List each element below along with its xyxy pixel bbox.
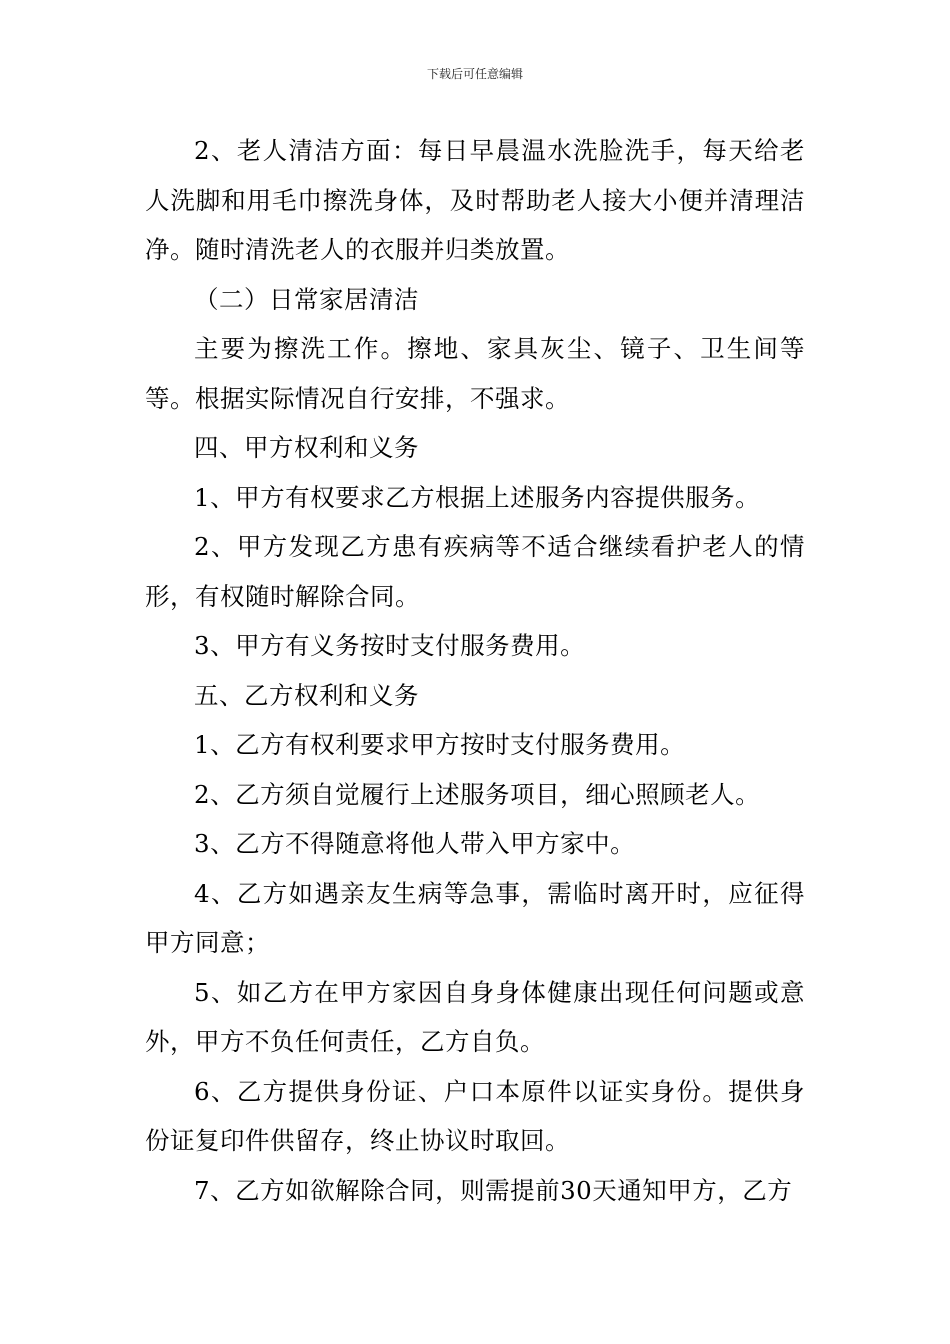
document-body — [145, 126, 805, 1215]
section-heading-party-a-rights: 四、甲方权利和义务 — [194, 433, 419, 462]
section-heading-home-cleaning: （二）日常家居清洁 — [194, 284, 419, 314]
paragraph-party-b-2: 2、乙方须自觉履行上述服务项目，细心照顾老人。 — [194, 779, 761, 809]
section-heading-party-b-rights: 五、乙方权利和义务 — [194, 680, 419, 710]
paragraph-home-cleaning: 主要为擦洗工作。擦地、家具灰尘、镜子、卫生间等等。根据实际情况自行安排，不强求。 — [145, 334, 805, 413]
paragraph-party-b-4: 4、乙方如遇亲友生病等急事，需临时离开时，应征得甲方同意； — [145, 878, 805, 957]
paragraph-party-a-1: 1、甲方有权要求乙方根据上述服务内容提供服务。 — [194, 482, 761, 512]
paragraph-party-b-3: 3、乙方不得随意将他人带入甲方家中。 — [194, 829, 636, 858]
paragraph-party-a-2: 2、甲方发现乙方患有疾病等不适合继续看护老人的情形，有权随时解除合同。 — [145, 532, 805, 611]
page-header: 下载后可任意编辑 — [426, 67, 523, 81]
paragraph-party-a-3: 3、甲方有义务按时支付服务费用。 — [194, 631, 586, 660]
paragraph-cleaning-elderly: 2、老人清洁方面：每日早晨温水洗脸洗手，每天给老人洗脚和用毛巾擦洗身体，及时帮助老人接大小便并清理洁净。随时清洗老人的衣服并归类放置。 — [145, 136, 805, 264]
paragraph-party-b-7: 7、乙方如欲解除合同，则需提前30天通知甲方，乙方 — [194, 1175, 793, 1205]
paragraph-party-b-6: 6、乙方提供身份证、户口本原件以证实身份。提供身份证复印件供留存，终止协议时取回。 — [145, 1076, 805, 1155]
paragraph-party-b-5: 5、如乙方在甲方家因自身身体健康出现任何问题或意外，甲方不负任何责任，乙方自负。 — [145, 977, 805, 1056]
paragraph-party-b-1: 1、乙方有权利要求甲方按时支付服务费用。 — [194, 730, 686, 759]
